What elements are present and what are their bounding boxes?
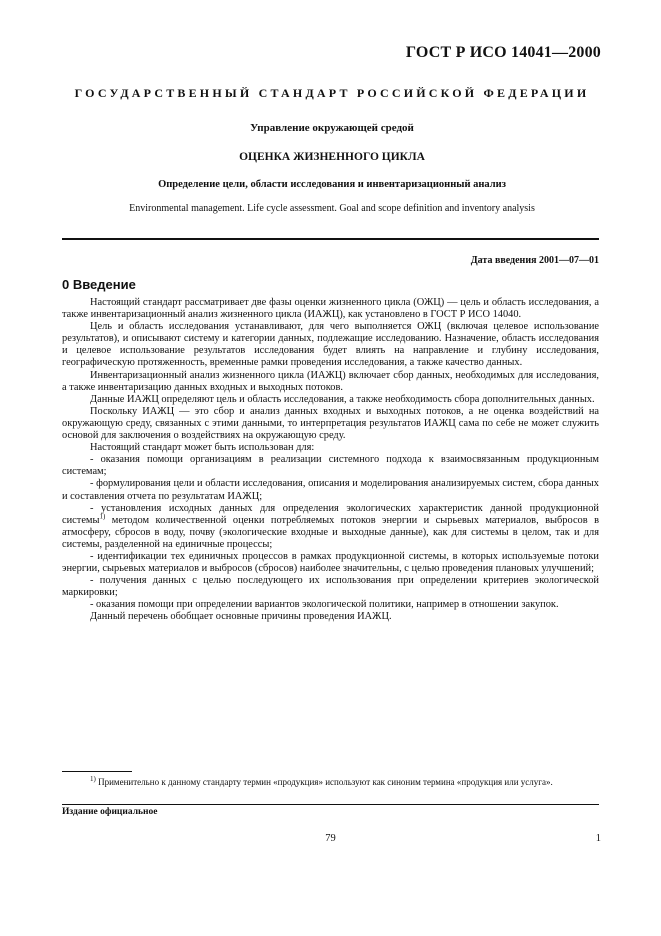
document-code: ГОСТ Р ИСО 14041—2000 [405, 44, 601, 61]
list-item-text: - установления исходных данных для определения экологических характеристик данной продукционной системы [62, 502, 599, 526]
page-number-center: 79 [325, 833, 336, 844]
subject-title: Управление окружающей средой [250, 122, 414, 134]
list-item: - оказания помощи организациям в реализации системного подхода к взаимосвязанным продукционным системам; [62, 454, 599, 478]
list-item: - формулирования цели и области исследования, описания и моделирования анализируемых систем, сбора данных и составления отчета по результатам ИАЖЦ; [62, 478, 599, 502]
footnote-divider [62, 771, 132, 772]
main-title: ОЦЕНКА ЖИЗНЕННОГО ЦИКЛА [239, 151, 425, 163]
list-item: - идентификации тех единичных процессов в рамках продукционной системы, в которых используемые потоки энергии, сырьевых материалов и выбросов (сбросов) наиболее значительны, с целью проведения плановых улучшений; [62, 550, 599, 575]
introduction-date: Дата введения 2001—07—01 [470, 255, 599, 266]
section-heading: 0 Введение [62, 277, 136, 292]
list-item: - оказания помощи при определении вариантов экологической политики, например в отношении закупок. [90, 599, 559, 611]
paragraph: Поскольку ИАЖЦ — это сбор и анализ данных входных и выходных потоков, а не оценка воздействий на окружающую среду, связанных с этими данными, то интерпретация результатов ИАЖЦ сама по себе не может служить основой для заключения о воздействиях на окружающую среду. [62, 405, 599, 442]
footnote [62, 776, 599, 788]
footnote-text: Применительно к данному стандарту термин «продукция» используют как синоним термина «продукция или услуга». [95, 777, 553, 787]
edition-label: Издание официальное [62, 807, 158, 817]
paragraph: Настоящий стандарт может быть использован для: [90, 442, 315, 454]
state-standard-title: ГОСУДАРСТВЕННЫЙ СТАНДАРТ РОССИЙСКОЙ ФЕДЕРАЦИИ [74, 86, 590, 100]
paragraph: Инвентаризационный анализ жизненного цикла (ИАЖЦ) включает сбор данных, необходимых для исследования, а также инвентаризацию данных входных и выходных потоков. [62, 369, 599, 393]
subtitle: Определение цели, области исследования и инвентаризационный анализ [158, 179, 506, 190]
header-divider [62, 238, 599, 240]
list-item-text: методом количественной оценки потребляемых потоков энергии и сырьевых материалов, выбросов в атмосферу, сбросов в воду, почву (экологические входные и выходные данные), как для системы в целом, так и для системы, разделенной на единичные процессы; [62, 514, 599, 550]
paragraph: Настоящий стандарт рассматривает две фазы оценки жизненного цикла (ОЖЦ) — цель и область исследования, а также инвентаризационный анализ жизненного цикла (ИАЖЦ), как установлено в ГОСТ Р ИСО 14040. [62, 297, 599, 321]
paragraph: Данный перечень обобщает основные причины проведения ИАЖЦ. [90, 611, 392, 623]
list-item [62, 503, 599, 551]
page-number-right: 1 [595, 833, 601, 844]
edition-divider [62, 804, 599, 805]
body-text [62, 297, 599, 624]
footnote-reference[interactable]: 1) [99, 512, 106, 521]
english-title: Environmental management. Life cycle assessment. Goal and scope definition and inventory analysis [129, 203, 535, 214]
paragraph: Данные ИАЖЦ определяют цель и область исследования, а также необходимость сбора дополнительных данных. [90, 393, 595, 405]
list-item: - получения данных с целью последующего их использования при определении критериев экологической маркировки; [62, 575, 599, 599]
paragraph: Цель и область исследования устанавливают, для чего выполняется ОЖЦ (включая целевое использование результатов), и описывают систему и категории данных, подлежащие исследованию. Назначение, область исследования и целевое использование результатов исследования будет влиять на направление и глубину исследования, географическую протяженность, временные рамки проведения исследования, а также качество данных. [62, 321, 599, 369]
footnote-marker: 1) [90, 775, 96, 783]
